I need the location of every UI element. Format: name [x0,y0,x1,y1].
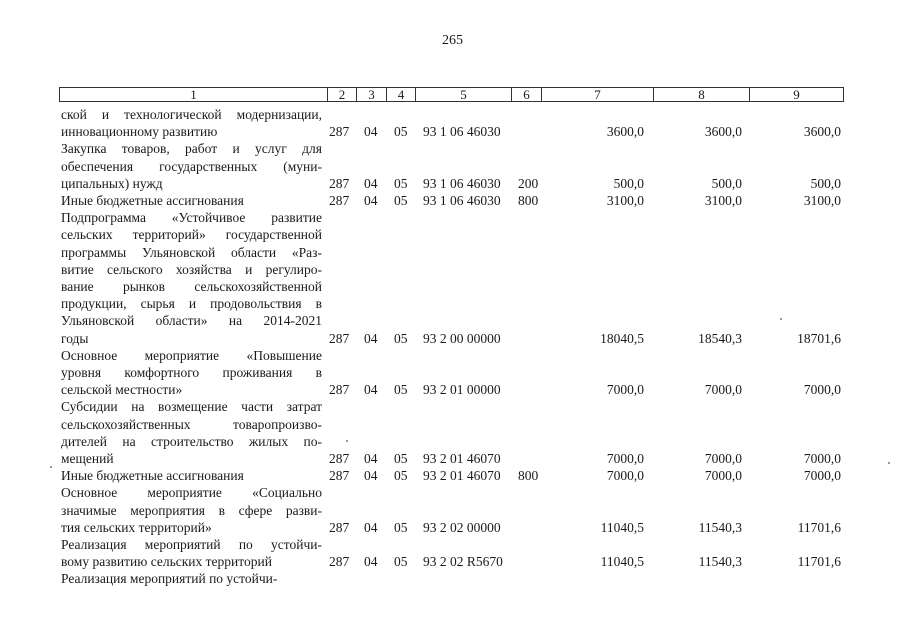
cell-target-article: 93 2 01 46070 [423,450,501,466]
cell-amount-year-1: 11040,5 [600,519,644,535]
cell-admin-code: 287 [329,519,350,535]
cell-amount-year-3: 3100,0 [803,192,841,208]
header-col-1: 1 [190,87,197,102]
description-line: инновационному развитию [61,124,218,140]
cell-section: 04 [364,468,378,484]
row-description [61,192,322,209]
description-line: Субсидии на возмещение части затрат [61,399,322,415]
table-row [0,209,905,347]
cell-amount-year-2: 3100,0 [704,192,742,208]
cell-amount-year-3: 7000,0 [803,450,841,466]
row-description [61,467,322,484]
cell-amount-year-3: 11701,6 [797,554,841,570]
cell-amount-year-2: 7000,0 [704,450,742,466]
description-line: уровня комфортного проживания в [61,365,322,380]
cell-subsection: 05 [394,382,408,398]
cell-amount-year-2: 11540,3 [698,554,742,570]
description-line: мещений [61,451,114,466]
header-col-9: 9 [749,88,843,101]
description-line: Основное мероприятие «Повышение [61,347,322,363]
header-col-2: 2 [327,88,356,101]
description-line: значимые мероприятия в сфере разви- [61,502,322,518]
row-description [61,398,322,467]
cell-amount-year-1: 18040,5 [600,330,644,346]
table-row [0,467,905,484]
cell-target-article: 93 2 00 00000 [423,330,501,346]
cell-amount-year-1: 3600,0 [606,124,644,140]
cell-amount-year-3: 500,0 [810,175,841,191]
page-number: 265 [442,33,463,48]
description-line: сельских территорий» государственной [61,227,322,243]
description-line: ципальных) нужд [61,175,163,191]
cell-amount-year-3: 7000,0 [803,382,841,398]
cell-section: 04 [364,554,378,570]
cell-amount-year-2: 11540,3 [698,519,742,535]
cell-target-article: 93 1 06 46030 [423,175,501,191]
description-line: Реализация мероприятий по устойчи- [61,571,278,587]
table-row [0,398,905,467]
table-row [0,106,905,140]
cell-admin-code: 287 [329,468,350,484]
header-col-4: 4 [386,88,415,101]
cell-subsection: 05 [394,330,408,346]
cell-target-article: 93 2 02 R5670 [423,554,503,570]
cell-admin-code: 287 [329,450,350,466]
cell-amount-year-3: 7000,0 [803,468,841,484]
description-line: Иные бюджетные ассигнования [61,468,244,484]
scan-speck [346,440,348,442]
cell-admin-code: 287 [329,382,350,398]
scan-speck [888,462,890,464]
cell-subsection: 05 [394,175,408,191]
cell-amount-year-3: 3600,0 [803,124,841,140]
description-line: тия сельских территорий» [61,519,212,535]
description-line: дителей на строительство жилых по- [61,433,322,449]
header-col-3: 3 [356,88,386,101]
cell-subsection: 05 [394,519,408,535]
table-row [0,140,905,192]
cell-expense-type: 800 [518,468,539,484]
cell-target-article: 93 1 06 46030 [423,124,501,140]
cell-section: 04 [364,175,378,191]
header-col-8: 8 [653,88,749,101]
cell-target-article: 93 1 06 46030 [423,192,501,208]
row-description [61,347,322,399]
cell-section: 04 [364,382,378,398]
description-line: продукции, сырья и продовольствия в [61,296,322,312]
cell-amount-year-1: 7000,0 [606,450,644,466]
row-description [61,536,322,570]
scan-speck [780,318,782,320]
cell-amount-year-1: 11040,5 [600,554,644,570]
description-line: вание рынков сельскохозяйственной [61,279,322,294]
cell-amount-year-2: 7000,0 [704,468,742,484]
table-row [0,192,905,209]
row-description [61,484,322,536]
cell-amount-year-1: 7000,0 [606,382,644,398]
description-line: годы [61,330,89,346]
description-line: сельскохозяйственных товаропроизво- [61,416,322,432]
scan-speck [50,466,52,468]
cell-section: 04 [364,330,378,346]
header-col-6: 6 [511,88,541,101]
cell-target-article: 93 2 02 00000 [423,519,501,535]
description-line: Реализация мероприятий по устойчи- [61,537,322,552]
cell-amount-year-3: 18701,6 [797,330,841,346]
description-line: Иные бюджетные ассигнования [61,193,244,208]
description-line: сельской местности» [61,382,183,398]
header-col-5: 5 [415,88,511,101]
cell-admin-code: 287 [329,124,350,140]
cell-amount-year-2: 500,0 [711,175,742,191]
description-line: ской и технологической модернизации, [61,107,322,122]
cell-section: 04 [364,450,378,466]
cell-admin-code: 287 [329,192,350,208]
description-line: обеспечения государственных (муни- [61,158,322,174]
cell-expense-type: 800 [518,192,539,208]
description-line: Подпрограмма «Устойчивое развитие [61,210,322,226]
row-description [61,106,322,140]
cell-amount-year-1: 500,0 [613,175,644,191]
cell-admin-code: 287 [329,175,350,191]
cell-amount-year-2: 3600,0 [704,124,742,140]
cell-target-article: 93 2 01 46070 [423,468,501,484]
table-row [0,536,905,570]
cell-expense-type: 200 [518,175,539,191]
cell-subsection: 05 [394,554,408,570]
table-header [59,87,844,102]
description-line: вому развитию сельских территорий [61,554,272,570]
row-description [61,570,322,587]
description-line: витие сельского хозяйства и регулиро- [61,261,322,277]
description-line: Ульяновской области» на 2014-2021 [61,313,322,329]
cell-section: 04 [364,192,378,208]
cell-amount-year-1: 3100,0 [606,192,644,208]
header-col-7: 7 [541,88,653,101]
cell-section: 04 [364,124,378,140]
row-description [61,140,322,192]
table-row [0,570,905,587]
cell-amount-year-2: 7000,0 [704,382,742,398]
description-line: Основное мероприятие «Социально [61,485,322,501]
cell-subsection: 05 [394,192,408,208]
cell-amount-year-3: 11701,6 [797,519,841,535]
table-row [0,484,905,536]
cell-section: 04 [364,519,378,535]
cell-target-article: 93 2 01 00000 [423,382,501,398]
cell-subsection: 05 [394,124,408,140]
description-line: программы Ульяновской области «Раз- [61,244,322,260]
description-line: Закупка товаров, работ и услуг для [61,141,322,157]
cell-admin-code: 287 [329,554,350,570]
table-row [0,347,905,399]
row-description [61,209,322,347]
cell-amount-year-1: 7000,0 [606,468,644,484]
cell-amount-year-2: 18540,3 [698,330,742,346]
cell-admin-code: 287 [329,330,350,346]
cell-subsection: 05 [394,468,408,484]
cell-subsection: 05 [394,450,408,466]
